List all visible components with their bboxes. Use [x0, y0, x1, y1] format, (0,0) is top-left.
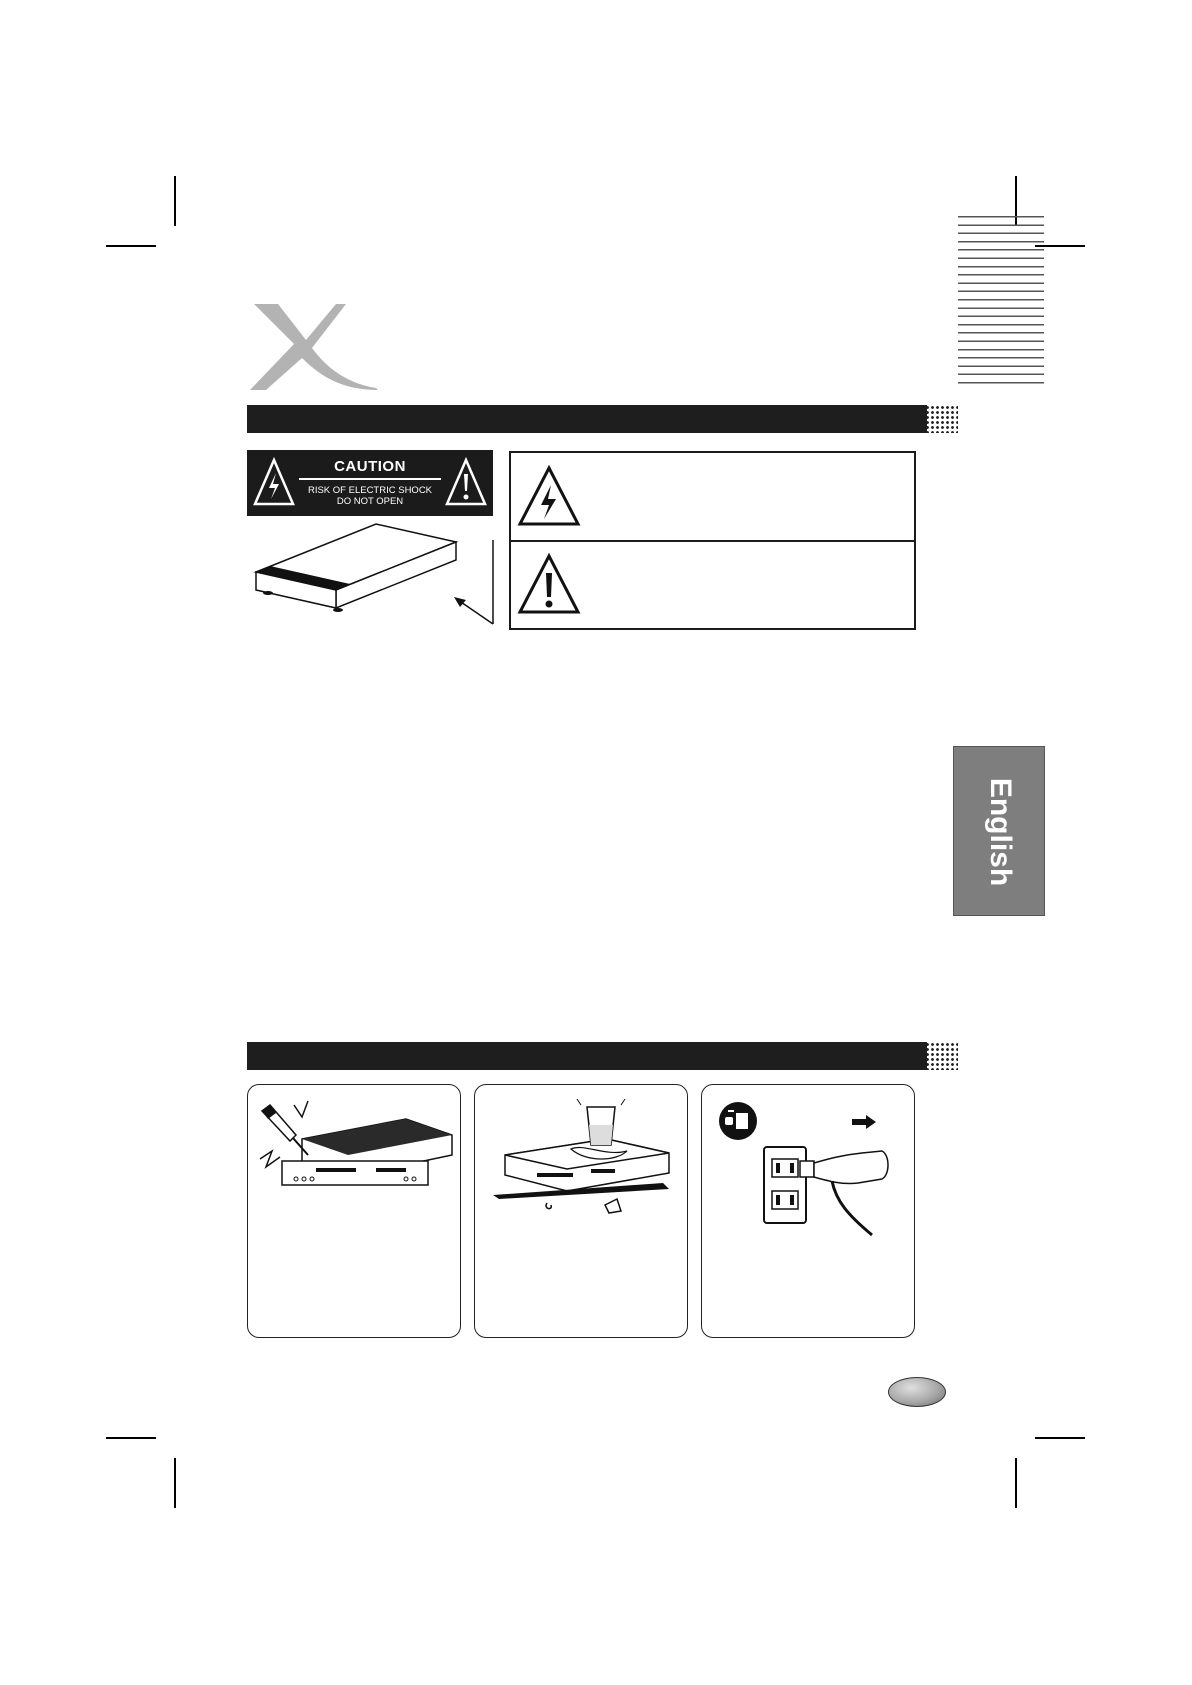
exclamation-warning-icon — [444, 457, 488, 507]
symbol-explanation-box — [509, 451, 916, 630]
panel-no-liquids — [474, 1084, 688, 1338]
panel-unplug — [701, 1084, 915, 1338]
caution-line-1: RISK OF ELECTRIC SHOCK — [307, 485, 433, 496]
symbol-box-divider — [511, 540, 914, 542]
crop-mark — [174, 176, 176, 226]
crop-mark — [174, 1458, 176, 1508]
crop-mark — [106, 1437, 156, 1439]
exclamation-warning-icon — [517, 553, 581, 615]
section-band — [247, 1042, 927, 1070]
crop-mark — [1015, 1458, 1017, 1508]
language-label: English — [984, 777, 1017, 887]
lightning-warning-icon — [517, 465, 581, 527]
brand-logo-icon — [244, 300, 384, 392]
liquid-spill-device-icon — [487, 1099, 677, 1219]
page-number-badge — [888, 1377, 946, 1407]
section-band — [247, 405, 927, 433]
caution-divider — [299, 478, 441, 480]
language-tab — [953, 746, 1045, 916]
caution-title: CAUTION — [334, 458, 406, 475]
wall-outlet-plug-icon — [762, 1145, 902, 1245]
header-stripes — [958, 216, 1044, 389]
screwdriver-opening-device-icon — [256, 1099, 456, 1209]
band-dots — [920, 405, 958, 433]
panel-do-not-open — [247, 1084, 461, 1338]
crop-mark — [1035, 1437, 1085, 1439]
device-illustration — [250, 520, 500, 645]
caution-label — [247, 450, 493, 516]
crop-mark — [106, 245, 156, 247]
caution-line-2: DO NOT OPEN — [336, 496, 404, 507]
band-dots — [920, 1042, 958, 1070]
arrow-right-icon — [852, 1115, 876, 1129]
unplug-symbol-icon — [718, 1101, 758, 1141]
